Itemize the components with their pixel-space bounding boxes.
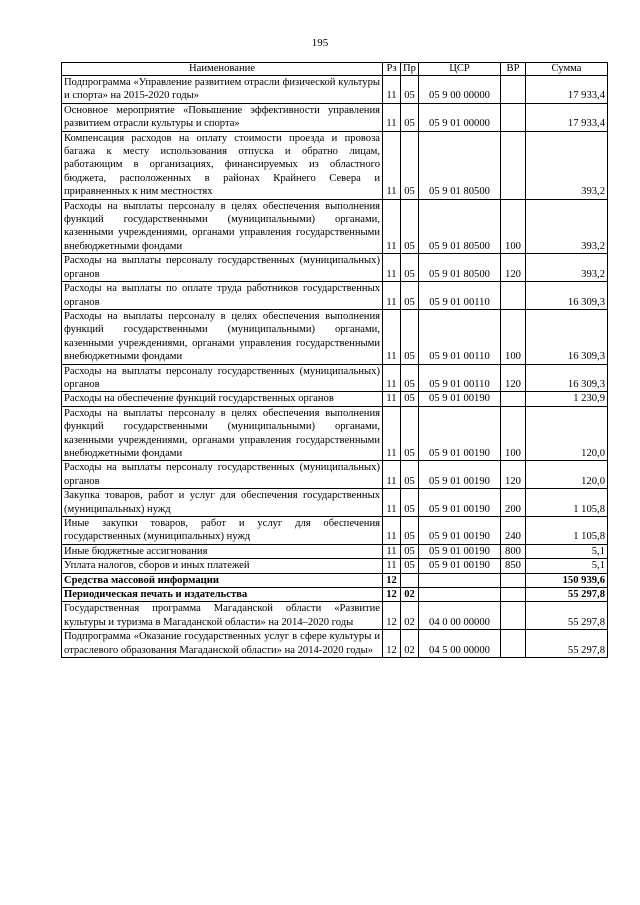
cell-csr: 04 0 00 00000 [419,602,501,630]
cell-vr: 100 [501,309,526,364]
table-row [62,309,608,364]
cell-sum: 16 309,3 [526,364,608,392]
cell-vr [501,76,526,104]
cell-csr: 05 9 01 00110 [419,364,501,392]
cell-pr: 05 [401,489,419,517]
cell-rz: 11 [383,392,401,406]
cell-sum: 393,2 [526,199,608,254]
table-row [62,630,608,658]
table-row [62,406,608,461]
cell-rz: 11 [383,489,401,517]
cell-pr: 05 [401,309,419,364]
cell-rz: 12 [383,630,401,658]
cell-sum: 120,0 [526,461,608,489]
table-body [62,76,608,658]
cell-name: Расходы на выплаты персоналу государственных (муниципальных) органов [62,364,383,392]
table-row [62,517,608,545]
cell-name: Государственная программа Магаданской области «Развитие культуры и туризма в Магаданской области» на 2014–2020 годы [62,602,383,630]
cell-pr: 05 [401,517,419,545]
table-row [62,559,608,573]
table-row [62,76,608,104]
cell-sum: 16 309,3 [526,309,608,364]
cell-csr: 05 9 01 00190 [419,559,501,573]
cell-sum: 1 230,9 [526,392,608,406]
table-row [62,103,608,131]
cell-csr: 05 9 01 00190 [419,392,501,406]
budget-table [61,62,608,658]
cell-sum: 55 297,8 [526,588,608,602]
cell-csr: 05 9 01 00190 [419,461,501,489]
cell-rz: 11 [383,76,401,104]
cell-name: Средства массовой информации [62,573,383,587]
cell-rz: 12 [383,602,401,630]
cell-sum: 16 309,3 [526,282,608,310]
cell-name: Расходы на выплаты персоналу в целях обеспечения выполнения функций государственными (муниципальными) органами, казенными учреждениями, органами управления государственными внебюджетными фондами [62,199,383,254]
cell-pr: 02 [401,588,419,602]
header-pr: Пр [401,63,419,76]
cell-csr: 05 9 01 00110 [419,282,501,310]
table-row [62,392,608,406]
cell-name: Расходы на выплаты персоналу государственных (муниципальных) органов [62,461,383,489]
table-row [62,573,608,587]
cell-rz: 11 [383,406,401,461]
cell-name: Закупка товаров, работ и услуг для обеспечения государственных (муниципальных) нужд [62,489,383,517]
cell-pr: 05 [401,103,419,131]
cell-vr: 100 [501,406,526,461]
table-row [62,254,608,282]
cell-csr: 05 9 01 00190 [419,517,501,545]
table-header-row [62,63,608,76]
header-sum: Сумма [526,63,608,76]
cell-csr: 05 9 01 80500 [419,131,501,199]
cell-vr: 800 [501,544,526,558]
header-name: Наименование [62,63,383,76]
cell-sum: 1 105,8 [526,517,608,545]
cell-csr: 05 9 01 80500 [419,254,501,282]
cell-vr: 240 [501,517,526,545]
cell-pr: 05 [401,282,419,310]
table-row [62,489,608,517]
cell-name: Уплата налогов, сборов и иных платежей [62,559,383,573]
cell-name: Компенсация расходов на оплату стоимости проезда и провоза багажа к месту использования отпуска и обратно лицам, работающим в организациях, финансируемых из областного бюджета, расположенных в районах Крайнего Севера и приравненных к ним местностях [62,131,383,199]
cell-sum: 17 933,4 [526,76,608,104]
cell-rz: 11 [383,461,401,489]
cell-pr: 05 [401,364,419,392]
header-csr: ЦСР [419,63,501,76]
cell-sum: 120,0 [526,406,608,461]
cell-csr: 04 5 00 00000 [419,630,501,658]
cell-name: Основное мероприятие «Повышение эффективности управления развитием отрасли культуры и спорта» [62,103,383,131]
cell-vr [501,630,526,658]
cell-csr: 05 9 01 00000 [419,103,501,131]
cell-csr: 05 9 01 00190 [419,489,501,517]
cell-rz: 12 [383,573,401,587]
cell-csr: 05 9 01 00190 [419,406,501,461]
cell-sum: 5,1 [526,559,608,573]
cell-csr: 05 9 01 80500 [419,199,501,254]
cell-rz: 11 [383,364,401,392]
cell-vr: 850 [501,559,526,573]
cell-rz: 11 [383,559,401,573]
cell-vr [501,392,526,406]
cell-name: Расходы на обеспечение функций государственных органов [62,392,383,406]
cell-vr: 200 [501,489,526,517]
cell-pr: 05 [401,131,419,199]
cell-vr: 100 [501,199,526,254]
cell-pr: 02 [401,602,419,630]
cell-pr [401,573,419,587]
cell-pr: 05 [401,406,419,461]
cell-rz: 11 [383,254,401,282]
cell-sum: 5,1 [526,544,608,558]
table-row [62,461,608,489]
cell-rz: 11 [383,282,401,310]
header-vr: ВР [501,63,526,76]
cell-rz: 11 [383,309,401,364]
cell-vr [501,282,526,310]
cell-pr: 02 [401,630,419,658]
cell-pr: 05 [401,461,419,489]
cell-name: Расходы на выплаты персоналу государственных (муниципальных) органов [62,254,383,282]
cell-name: Расходы на выплаты по оплате труда работников государственных органов [62,282,383,310]
cell-name: Расходы на выплаты персоналу в целях обеспечения выполнения функций государственными (муниципальными) органами, казенными учреждениями, органами управления государственными внебюджетными фондами [62,309,383,364]
cell-sum: 393,2 [526,131,608,199]
cell-name: Иные бюджетные ассигнования [62,544,383,558]
cell-vr: 120 [501,364,526,392]
cell-sum: 55 297,8 [526,602,608,630]
cell-csr: 05 9 01 00110 [419,309,501,364]
cell-pr: 05 [401,76,419,104]
cell-rz: 12 [383,588,401,602]
cell-sum: 1 105,8 [526,489,608,517]
cell-name: Периодическая печать и издательства [62,588,383,602]
page-number: 195 [311,37,329,49]
cell-csr [419,588,501,602]
cell-csr: 05 9 01 00190 [419,544,501,558]
cell-rz: 11 [383,103,401,131]
cell-sum: 55 297,8 [526,630,608,658]
cell-pr: 05 [401,199,419,254]
cell-pr: 05 [401,254,419,282]
cell-pr: 05 [401,544,419,558]
cell-vr [501,602,526,630]
cell-rz: 11 [383,199,401,254]
table-row [62,131,608,199]
cell-name: Подпрограмма «Управление развитием отрасли физической культуры и спорта» на 2015-2020 годы» [62,76,383,104]
cell-name: Подпрограмма «Оказание государственных услуг в сфере культуры и отраслевого образования Магаданской области» на 2014-2020 годы» [62,630,383,658]
cell-rz: 11 [383,544,401,558]
cell-csr [419,573,501,587]
cell-sum: 393,2 [526,254,608,282]
header-rz: Рз [383,63,401,76]
table-row [62,199,608,254]
cell-name: Расходы на выплаты персоналу в целях обеспечения выполнения функций государственными (муниципальными) органами, казенными учреждениями, органами управления государственными внебюджетными фондами [62,406,383,461]
cell-vr [501,573,526,587]
cell-vr [501,131,526,199]
cell-pr: 05 [401,559,419,573]
cell-name: Иные закупки товаров, работ и услуг для обеспечения государственных (муниципальных) нужд [62,517,383,545]
cell-vr [501,588,526,602]
table-row [62,364,608,392]
table-row [62,588,608,602]
cell-vr [501,103,526,131]
cell-rz: 11 [383,517,401,545]
cell-vr: 120 [501,461,526,489]
cell-csr: 05 9 00 00000 [419,76,501,104]
cell-pr: 05 [401,392,419,406]
table-row [62,282,608,310]
table-row [62,602,608,630]
cell-rz: 11 [383,131,401,199]
cell-sum: 150 939,6 [526,573,608,587]
table-row [62,544,608,558]
cell-vr: 120 [501,254,526,282]
cell-sum: 17 933,4 [526,103,608,131]
